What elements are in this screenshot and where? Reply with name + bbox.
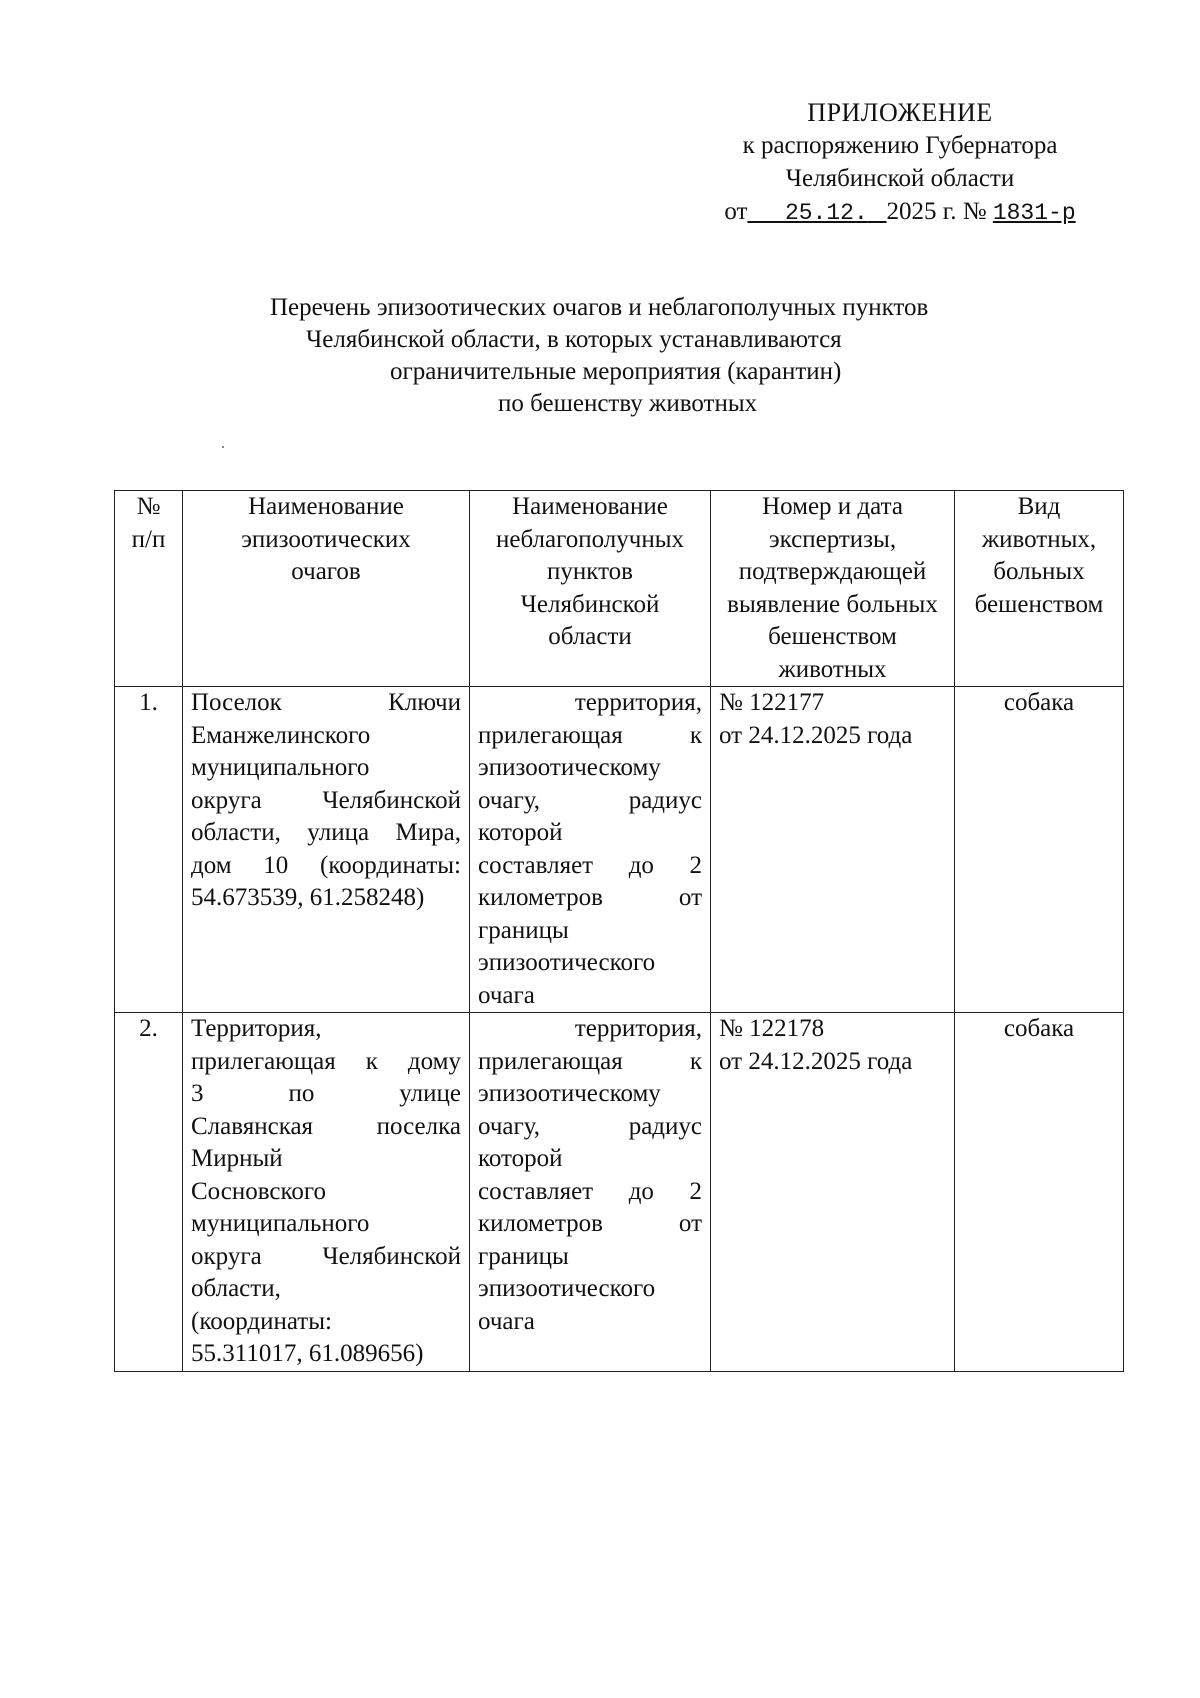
appendix-heading: ПРИЛОЖЕНИЕ xyxy=(807,98,993,127)
title-line-2: Челябинской области, в которых устанавливаются xyxy=(306,326,842,353)
table-header-row xyxy=(115,491,1124,687)
order-number: 1831-р xyxy=(992,200,1076,226)
date-prefix: от xyxy=(724,198,748,225)
expertise-cell xyxy=(711,687,955,1013)
document-title xyxy=(120,292,1166,420)
expertise-date: от 24.12.2025 года xyxy=(719,1047,913,1075)
header-area: Наименование неблагополучных пунктов Челябинской области xyxy=(470,491,711,687)
area-cell: территория, прилегающая к эпизоотическому очагу, радиус которой составляет до 2 километров от границы эпизоотического очага xyxy=(470,1013,711,1372)
date-day-month: 25.12. xyxy=(784,200,868,226)
focus-cell: Поселок Ключи Еманжелинского муниципального округа Челябинской области, улица Мира, дом 10 (координаты: 54.673539, 61.258248) xyxy=(183,687,470,1013)
header-animal: Вид животных, больных бешенством xyxy=(955,491,1124,687)
title-line-4: по бешенству животных xyxy=(498,390,758,417)
row-number: 2. xyxy=(115,1013,183,1372)
header-number: № п/п xyxy=(115,491,183,687)
focus-cell: Территория, прилегающая к дому 3 по улице Славянская поселка Мирный Сосновского муниципального округа Челябинской области, (координаты: 55.311017, 61.089656) xyxy=(183,1013,470,1372)
expertise-number: № 122177 xyxy=(719,689,825,716)
animal-cell: собака xyxy=(955,1013,1124,1372)
area-cell: территория, прилегающая к эпизоотическому очагу, радиус которой составляет до 2 километров от границы эпизоотического очага xyxy=(470,687,711,1013)
appendix-line-2: Челябинской области xyxy=(785,165,1015,192)
appendix-date-line xyxy=(690,195,1110,230)
table-row xyxy=(115,687,1124,1013)
date-year: 2025 г. № xyxy=(886,198,987,225)
appendix-line-1: к распоряжению Губернатора xyxy=(742,132,1058,159)
header-expertise: Номер и дата экспертизы, подтверждающей выявление больных бешенством животных xyxy=(711,491,955,687)
table-row xyxy=(115,1013,1124,1372)
header-focus: Наименование эпизоотических очагов xyxy=(183,491,470,687)
animal-cell: собака xyxy=(955,687,1124,1013)
title-line-1: Перечень эпизоотических очагов и неблагополучных пунктов xyxy=(270,294,929,321)
register-table xyxy=(114,490,1124,1372)
title-line-3: ограничительные мероприятия (карантин) xyxy=(390,358,842,385)
expertise-date: от 24.12.2025 года xyxy=(719,721,913,749)
appendix-block xyxy=(690,96,1110,230)
scan-speck xyxy=(222,446,224,448)
expertise-cell xyxy=(711,1013,955,1372)
row-number: 1. xyxy=(115,687,183,1013)
expertise-number: № 122178 xyxy=(719,1015,825,1042)
